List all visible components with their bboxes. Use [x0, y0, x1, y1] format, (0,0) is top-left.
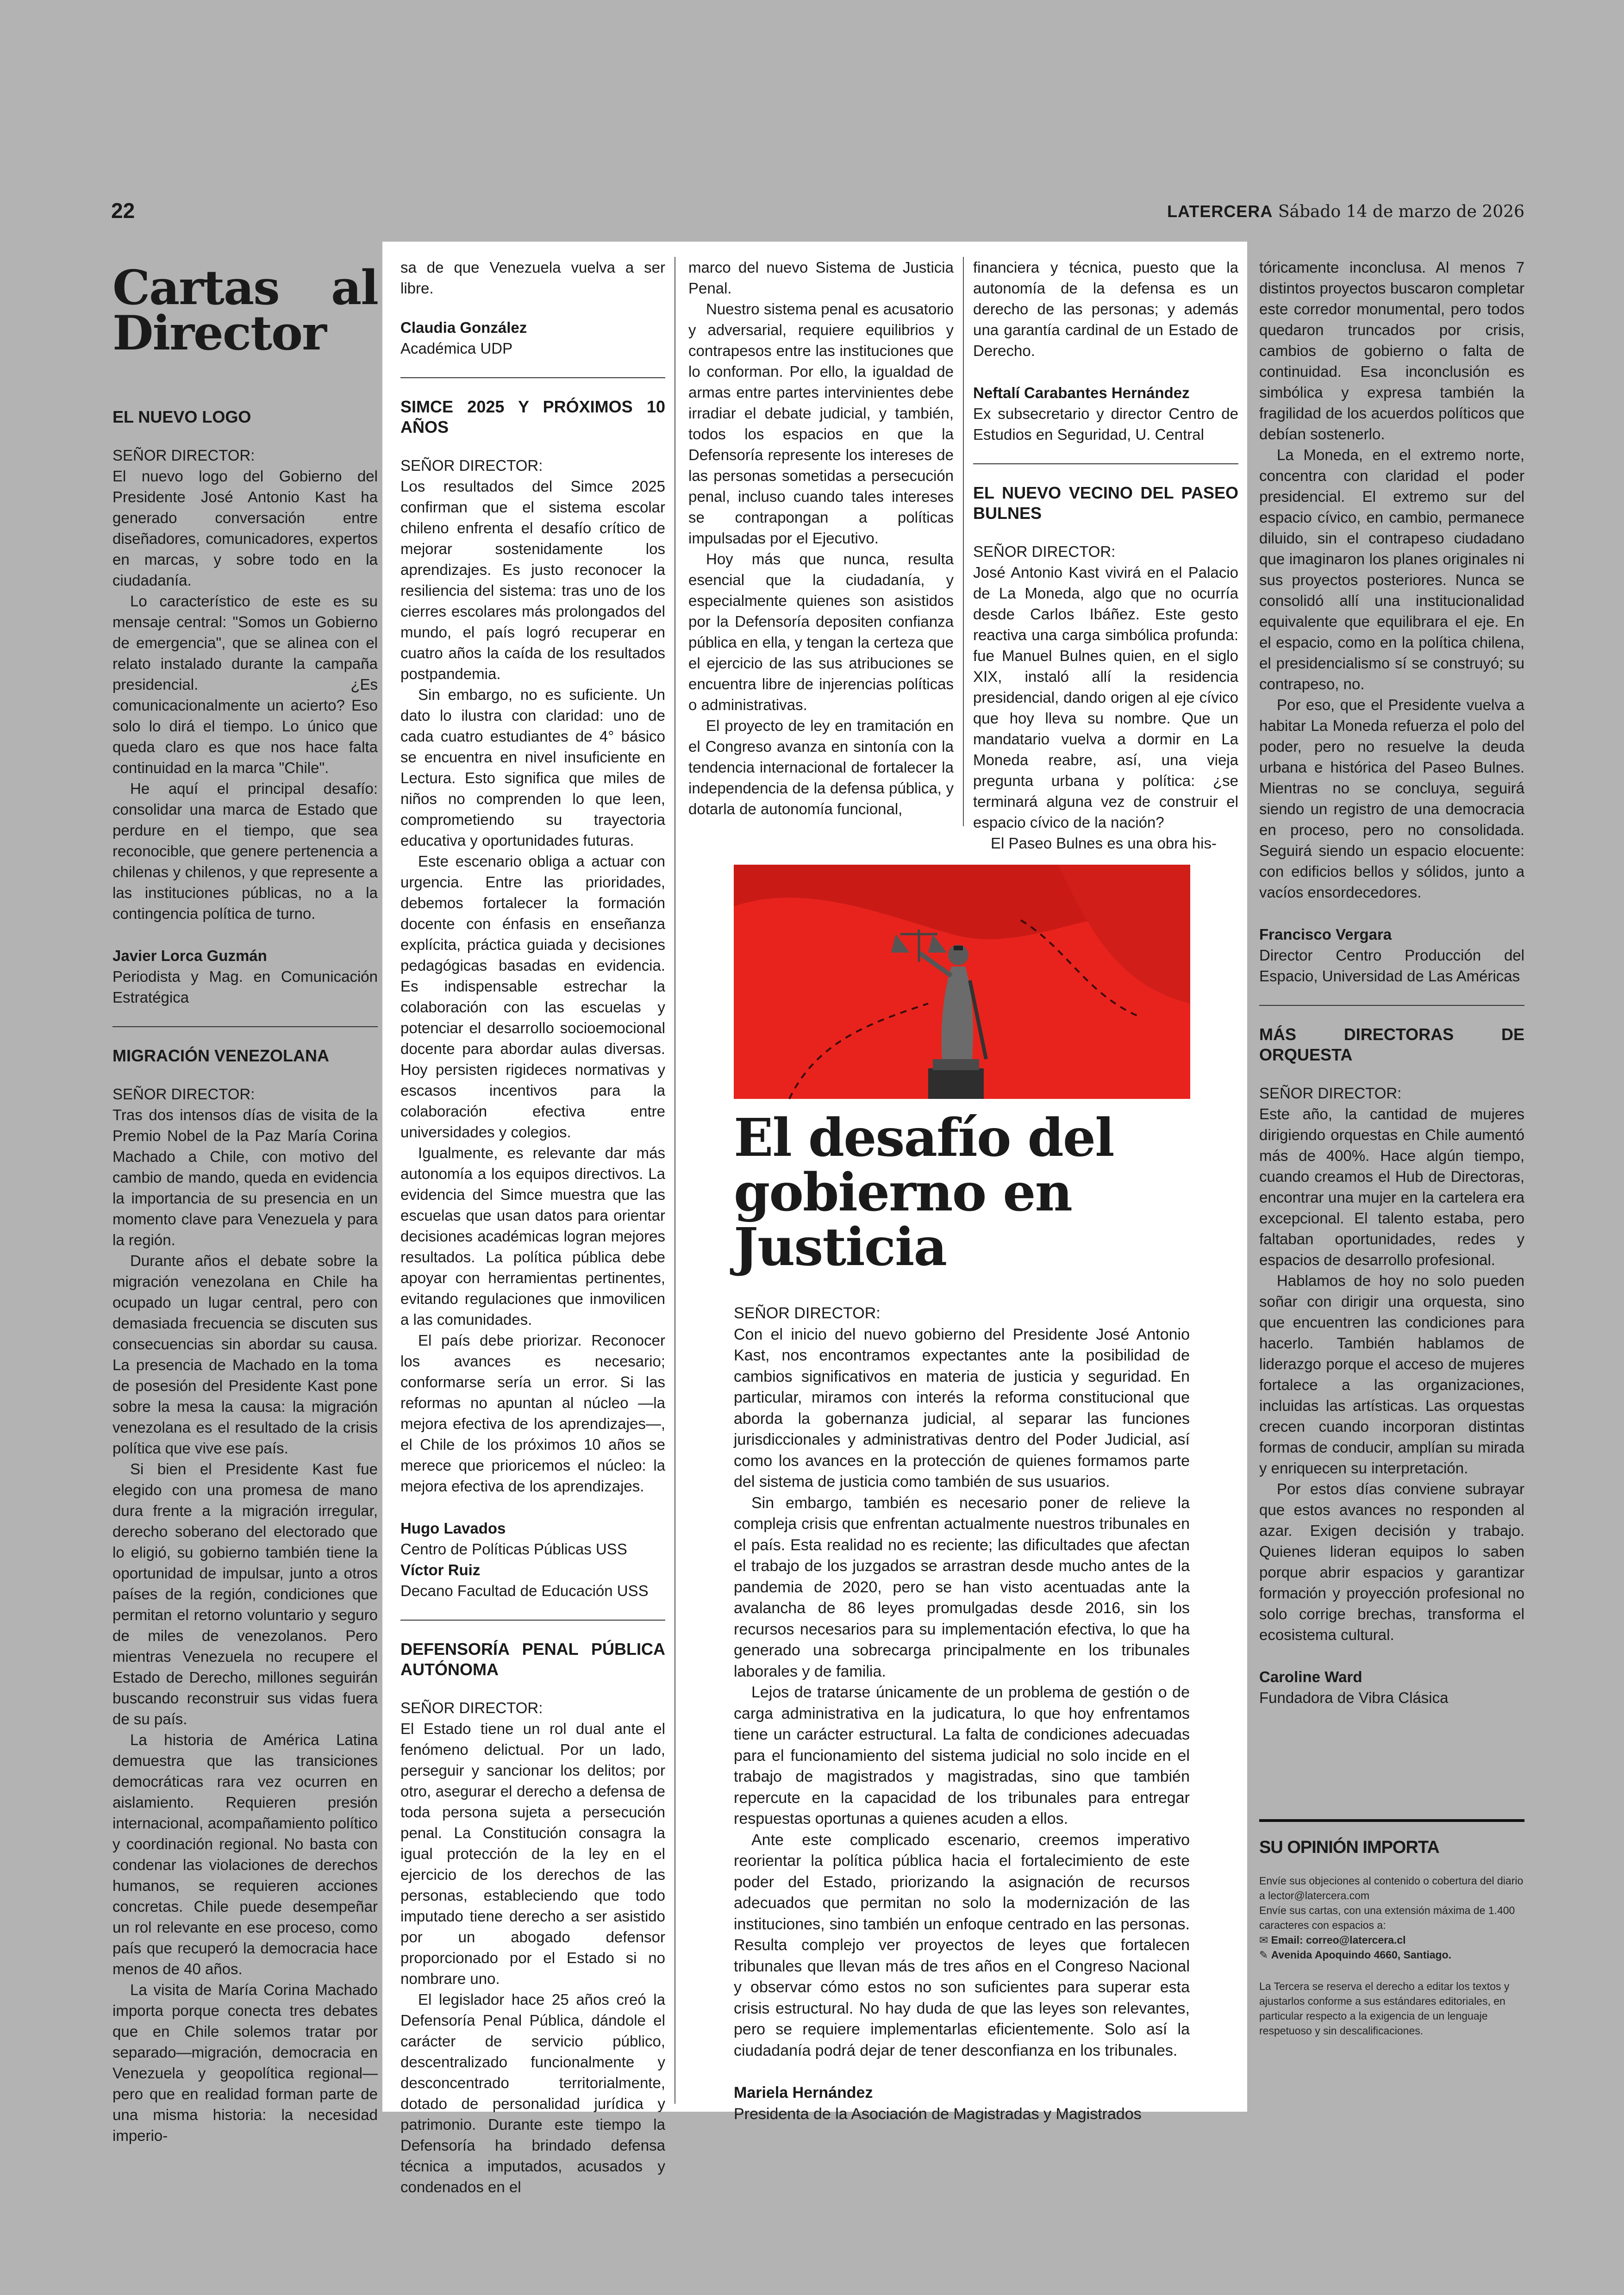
- paragraph: tóricamente inconclusa. Al menos 7 distintos proyectos buscaron completar este corredor monumental, pero todos quedaron truncados por crisis, cambios de gobierno o falta de continuidad. Esa inconclusión es simbólica y expresa también la fragilidad de los acuerdos políticos que debían sostenerlo.: [1259, 259, 1524, 443]
- letter-body: [112, 1104, 378, 2146]
- paragraph: El país debe priorizar. Reconocer los avances es necesario; conformarse sería un error. Si las reformas no apuntan al núcleo —la mejora efectiva de los aprendizajes—, el Chile de los próximos 10 años se merece que prioricemos el núcleo: la mejora efectiva de los aprendizajes.: [400, 1332, 665, 1495]
- brand: LATERCERA: [1167, 202, 1273, 221]
- author-role: Ex subsecretario y director Centro de Estudios en Seguridad, U. Central: [973, 405, 1238, 443]
- paragraph: Por estos días conviene subrayar que estos avances no responden al azar. Exigen decisión y trabajo. Quienes lideran equipos lo saben porque abrir espacios y garantizar formación y proyección profesional no solo corrige brechas, transforma el ecosistema cultural.: [1259, 1480, 1524, 1643]
- paragraph: El Estado tiene un rol dual ante el fenómeno delictual. Por un lado, perseguir y sancionar los delitos; por otro, asegurar el derecho a defensa de toda persona sujeta a persecución penal. La Constitución consagra la igual protección de la ley en el ejercicio de los derechos de las personas, estableciendo que todo imputado tiene derecho a ser asistido por un abogado defensor proporcionado por el Estado si no nombrare uno.: [400, 1720, 665, 1987]
- email[interactable]: Email: correo@latercera.cl: [1271, 1934, 1406, 1946]
- paragraph: Igualmente, es relevante dar más autonomía a los equipos directivos. La evidencia del Simce muestra que las escuelas que usan datos para orientar decisiones académicas logran mejores resultados. La política pública debe apoyar con herramientas pertinentes, evitando regulaciones que inmovilicen a las comunidades.: [400, 1144, 665, 1328]
- justice-statue-illustration: [734, 865, 1190, 1099]
- mail-icon: ✉: [1259, 1934, 1271, 1946]
- author-name: Hugo Lavados: [400, 1520, 506, 1537]
- continued-text: sa de que Venezuela vuelva a ser libre.: [400, 259, 665, 297]
- signature: [1259, 924, 1524, 986]
- paragraph: El Paseo Bulnes es una obra his-: [991, 835, 1217, 852]
- salutation: SEÑOR DIRECTOR:: [400, 1699, 543, 1716]
- paragraph: Si bien el Presidente Kast fue elegido con una promesa de mano dura frente a la migración irregular, derecho soberano del electorado que lo eligió, su gobierno también tiene la oportunidad de impulsar, junto a otros países de la región, condiciones que permitan el retorno voluntario y seguro de miles de venezolanos. Pero mientras Venezuela no recupere el Estado de Derecho, millones seguirán buscando reconstruir sus vidas fuera de su país.: [112, 1460, 378, 1727]
- letter-body: [973, 562, 1238, 854]
- disclaimer: La Tercera se reserva el derecho a editar los textos y ajustarlos conforme a sus estándares editoriales, en particular respecto a la exigencia de un lenguaje respetuoso y sin descalificaciones.: [1259, 1980, 1510, 2037]
- paragraph: Tras dos intensos días de visita de la Premio Nobel de la Paz María Corina Machado a Chile, con motivo del cambio de mando, queda en evidencia la importancia de su presencia en un momento clave para Venezuela y para la región.: [112, 1106, 378, 1248]
- page-number: 22: [111, 199, 135, 223]
- salutation: SEÑOR DIRECTOR:: [734, 1304, 881, 1322]
- paragraph: El proyecto de ley en tramitación en el Congreso avanza en sintonía con la tendencia internacional de fortalecer la independencia de la defensa pública, y dotarla de autonomía funcional,: [688, 717, 954, 817]
- paragraph: El nuevo logo del Gobierno del Presidente José Antonio Kast ha generado conversación entre diseñadores, comunicadores, expertos en marcas, y sobre todo en la ciudadanía.: [112, 468, 378, 589]
- divider: [112, 1026, 378, 1027]
- column-5: [1259, 257, 1524, 1794]
- letter-title: MIGRACIÓN VENEZOLANA: [112, 1046, 329, 1065]
- divider: [400, 377, 665, 378]
- letter-title: DEFENSORÍA PENAL PÚBLICA AUTÓNOMA: [400, 1640, 665, 1679]
- feature-body: [734, 1303, 1190, 2123]
- pen-icon: ✎: [1259, 1949, 1271, 1961]
- column-2: [400, 257, 665, 2195]
- opinion-line: Envíe sus cartas, con una extensión máxima de 1.400 caracteres con espacios a:: [1259, 1904, 1515, 1931]
- salutation: SEÑOR DIRECTOR:: [112, 447, 255, 464]
- author-role: Decano Facultad de Educación USS: [400, 1582, 649, 1599]
- divider: [400, 1620, 665, 1621]
- feature-title: El desafío del gobierno en Justicia: [734, 1108, 1114, 1278]
- author-role: Periodista y Mag. en Comunicación Estratégica: [112, 968, 378, 1006]
- letter-title: EL NUEVO VECINO DEL PASEO BULNES: [973, 483, 1238, 523]
- divider: [1259, 1819, 1524, 1822]
- paragraph: La historia de América Latina demuestra que las transiciones democráticas rara vez ocurren en aislamiento. Requieren presión internacional, acompañamiento político y coordinación regional. No basta con condenar las violaciones de derechos humanos, se requieren acciones concretas. Chile puede desempeñar un rol relevante en ese proceso, como país que recuperó la democracia hace menos de 40 años.: [112, 1731, 378, 1977]
- paragraph: Lo característico de este es su mensaje central: "Somos un Gobierno de emergencia", que se alinea con el relato instalado durante la campaña presidencial. ¿Es comunicacionalmente un acierto? Eso solo lo dirá el tiempo. Lo único que queda claro es que nos hace falta continuidad en la marca "Chile".: [112, 592, 378, 776]
- author-name: Neftalí Carabantes Hernández: [973, 384, 1190, 401]
- column-rule: [963, 257, 964, 826]
- opinion-line: Envíe sus objeciones al contenido o cobertura del diario a lector@latercera.com: [1259, 1875, 1524, 1902]
- signature: [400, 1518, 665, 1601]
- email-line: [1259, 1933, 1524, 1947]
- letter-body: [112, 466, 378, 924]
- paragraph: Lejos de tratarse únicamente de un problema de gestión o de carga administrativa en la judicatura, lo que hoy enfrentamos tiene un carácter estructural. La falta de condiciones adecuadas para el funcionamiento del sistema judicial no solo incide en el trabajo de magistrados y magistradas, sino que también repercute en la capacidad de los tribunales para entregar respuestas oportunas a quienes acuden a ellos.: [734, 1684, 1190, 1827]
- author-role: Fundadora de Vibra Clásica: [1259, 1689, 1449, 1706]
- author-role: Centro de Políticas Públicas USS: [400, 1540, 627, 1558]
- paragraph: Hablamos de hoy no solo pueden soñar con dirigir una orquesta, sino que encuentren las condiciones para hacerlo. También hablamos de liderazgo porque el acceso de mujeres fortalece a las organizaciones, incluidas las artísticas. Las orquestas crecen cuando incorporan distintas formas de conducir, amplían su mirada y enriquecen su interpretación.: [1259, 1272, 1524, 1477]
- paragraph: El legislador hace 25 años creó la Defensoría Penal Pública, dándole el carácter de servicio público, descentralizado funcionalmente y desconcentrado territorialmente, dotado de personalidad jurídica y patrimonio. Durante este tiempo la Defensoría ha brindado defensa técnica a imputados, acusados y condenados en el: [400, 1991, 665, 2195]
- salutation: SEÑOR DIRECTOR:: [1259, 1085, 1402, 1102]
- date: Sábado 14 de marzo de 2026: [1278, 202, 1524, 221]
- signature: [400, 317, 665, 359]
- paragraph: Durante años el debate sobre la migración venezolana en Chile ha ocupado un lugar central, pero con demasiada frecuencia se discuten sus consecuencias sin abordar su causa. La presencia de Machado en la toma de posesión del Presidente Kast pone sobre la mesa la causa: la migración venezolana es el resultado de la crisis política que vive ese país.: [112, 1252, 378, 1457]
- letter-body: [973, 257, 1238, 361]
- letter-title: SIMCE 2025 Y PRÓXIMOS 10 AÑOS: [400, 397, 665, 437]
- signature: [1259, 1666, 1524, 1708]
- signature: [112, 945, 378, 1008]
- column-4: [973, 257, 1238, 852]
- section-title: Cartas al Director: [112, 260, 378, 361]
- author-name: Javier Lorca Guzmán: [112, 947, 267, 964]
- author-name: Francisco Vergara: [1259, 926, 1392, 943]
- paragraph: Con el inicio del nuevo gobierno del Presidente José Antonio Kast, nos encontramos expectantes ante la posibilidad de cambios significativos en materia de justicia y seguridad. En particular, miramos con interés la reforma constitucional que aborda la gobernanza judicial, al separar las funciones jurisdiccionales y administrativas dentro del Poder Judicial, así como los avances en la protección de quienes formamos parte del sistema de justicia como también de sus usuarios.: [734, 1325, 1190, 1491]
- author-role: Académica UDP: [400, 340, 513, 357]
- paragraph: Este escenario obliga a actuar con urgencia. Entre las prioridades, debemos fortalecer la formación docente con énfasis en enseñanza explícita, práctica guiada y decisiones pedagógicas basadas en evidencia. Es indispensable estrechar la colaboración con las escuelas y potenciar el desarrollo socioemocional docente para abordar aulas diversas. Hoy persisten rigideces normativas y escasos incentivos para la colaboración efectiva entre universidades y colegios.: [400, 853, 665, 1141]
- paragraph: marco del nuevo Sistema de Justicia Penal.: [688, 259, 954, 297]
- divider: [1259, 1005, 1524, 1006]
- column-3: [688, 257, 954, 826]
- salutation: SEÑOR DIRECTOR:: [973, 543, 1116, 560]
- paragraph: He aquí el principal desafío: consolidar una marca de Estado que perdure en el tiempo, que sea reconocible, que genere pertenencia a chilenas y chilenos, y que represente a las instituciones públicas, no a la contingencia política de turno.: [112, 780, 378, 922]
- dateline: [1167, 202, 1524, 221]
- author-role: Director Centro Producción del Espacio, Universidad de Las Américas: [1259, 947, 1524, 985]
- author-name: Mariela Hernández: [734, 2084, 873, 2102]
- paragraph: Este año, la cantidad de mujeres dirigiendo orquestas en Chile aumentó más de 400%. Hace algún tiempo, cuando creamos el Hub de Directoras, encontrar una mujer en la cartelera era excepcional. El talento estaba, pero faltaban oportunidades, redes y espacios de desarrollo profesional.: [1259, 1105, 1524, 1268]
- column-1: [112, 252, 378, 2144]
- salutation: SEÑOR DIRECTOR:: [112, 1085, 255, 1103]
- letter-body: [400, 1718, 665, 2197]
- paragraph: La visita de María Corina Machado importa porque conecta tres debates que en Chile solemos tratar por separado—migración, democracia en Venezuela y geopolítica regional— pero que en realidad forman parte de una misma historia: la necesidad imperio-: [112, 1981, 378, 2144]
- author-name: Víctor Ruiz: [400, 1561, 481, 1578]
- address: Avenida Apoquindo 4660, Santiago.: [1271, 1949, 1452, 1961]
- paragraph: Sin embargo, no es suficiente. Un dato lo ilustra con claridad: uno de cada cuatro estudiantes de 4° básico se encuentra en nivel insuficiente en Lectura. Esto significa que miles de niños no comprenden lo que leen, comprometiendo su trayectoria educativa y oportunidades futuras.: [400, 686, 665, 849]
- letter-title: EL NUEVO LOGO: [112, 407, 251, 426]
- paragraph: Nuestro sistema penal es acusatorio y adversarial, requiere equilibrios y contrapesos entre las instituciones que lo conforman. Por ello, la igualdad de armas entre partes intervinientes debe irradiar el debate judicial, y también, todos los espacios en que la Defensoría represente los intereses de las personas sometidas a persecución penal, incluso cuando tales intereses se contrapongan a políticas impulsadas por el Ejecutivo.: [688, 300, 954, 547]
- paragraph: Sin embargo, también es necesario poner de relieve la compleja crisis que enfrentan actualmente nuestros tribunales en el país. Esta realidad no es reciente; las dificultades que afectan el trabajo de los juzgados se arrastran desde mucho antes de la pandemia de 2020, pero se han visto acentuadas ante la avalancha de 86 leyes promulgadas desde 2016, sin los recursos necesarios para su implementación efectiva, lo que ha generado una sobrecarga principalmente en los tribunales laborales y de familia.: [734, 1494, 1190, 1680]
- paragraph: financiera y técnica, puesto que la autonomía de la defensa es un derecho de las personas; y además una garantía cardinal de un Estado de Derecho.: [973, 259, 1238, 359]
- paragraph: Por eso, que el Presidente vuelva a habitar La Moneda refuerza el polo del poder, pero no resuelve la deuda urbana e histórica del Paseo Bulnes. Mientras no se concluya, seguirá siendo un registro de una democracia en proceso, pero no consolidada. Seguirá siendo un espacio elocuente: con edificios bellos y sólidos, junto a vacíos ensordecedores.: [1259, 696, 1524, 901]
- letter-body: [1259, 1104, 1524, 1645]
- author-name: Caroline Ward: [1259, 1668, 1362, 1685]
- signature: [734, 2083, 1190, 2125]
- letter-body: [1259, 257, 1524, 903]
- address-line: [1259, 1947, 1524, 1962]
- paragraph: Hoy más que nunca, resulta esencial que la ciudadanía, y especialmente quienes son asistidos por la Defensoría depositen confianza pública en ella, y tengan la certeza que el ejercicio de las sus atribuciones se encuentra libre de injerencias políticas o administrativas.: [688, 550, 954, 713]
- author-role: Presidenta de la Asociación de Magistradas y Magistrados: [734, 2105, 1142, 2123]
- letter-title: MÁS DIRECTORAS DE ORQUESTA: [1259, 1025, 1524, 1064]
- salutation: SEÑOR DIRECTOR:: [400, 457, 543, 474]
- paragraph: La Moneda, en el extremo norte, concentra con claridad el poder presidencial. El extremo sur del espacio cívico, en cambio, permanece diluido, sin el contrapeso ciudadano que imaginaron los planes originales ni sus proyectos posteriores. Nunca se consolidó allí una institucionalidad equivalente que equilibrara el eje. En el espacio, como en la política chilena, el presidencialismo sí se construyó; su contrapeso, no.: [1259, 446, 1524, 692]
- paragraph: José Antonio Kast vivirá en el Palacio de La Moneda, algo que no ocurría desde Carlos Ibáñez. Este gesto reactiva una carga simbólica profunda: fue Manuel Bulnes quien, en el siglo XIX, instaló allí la residencia presidencial, dando origen al eje cívico que hoy lleva su nombre. Que un mandatario vuelva a dormir en La Moneda reabre, así, una vieja pregunta urbana y política: ¿se terminará alguna vez de construir el espacio cívico de la nación?: [973, 564, 1238, 831]
- paragraph: Los resultados del Simce 2025 confirman que el sistema escolar chileno enfrenta el desafío crítico de mejorar sostenidamente los aprendizajes. Es justo reconocer la resiliencia del sistema: tras uno de los cierres escolares más prolongados del mundo, el país logró recuperar en cuatro años la caída de los resultados postpandemia.: [400, 478, 665, 682]
- opinion-title: SU OPINIÓN IMPORTA: [1259, 1838, 1439, 1857]
- signature: [973, 382, 1238, 445]
- divider: [973, 463, 1238, 464]
- letter-body: [734, 1324, 1190, 2062]
- opinion-box: [1259, 1819, 1524, 2038]
- letter-body: [400, 476, 665, 1497]
- justice-statue-image: [734, 865, 1190, 1099]
- author-name: Claudia González: [400, 319, 527, 336]
- letter-body: [688, 257, 954, 819]
- paragraph: Ante este complicado escenario, creemos imperativo reorientar la política pública hacia el fortalecimiento de este poder del Estado, priorizando la asignación de recursos adecuados que permitan no solo la modernización de las instituciones, sino también un enfoque centrado en las personas. Resulta complejo ver proyectos de leyes que fortalecen tribunales que llevan más de tres años en el Congreso Nacional y observar cómo estos no son suficientes para superar esta crisis estructural. No hay duda de que las leyes son relevantes, pero se requiere implementarlas eficientemente. Solo así la ciudadanía podrá dejar de tener desconfianza en los tribunales.: [734, 1831, 1190, 2059]
